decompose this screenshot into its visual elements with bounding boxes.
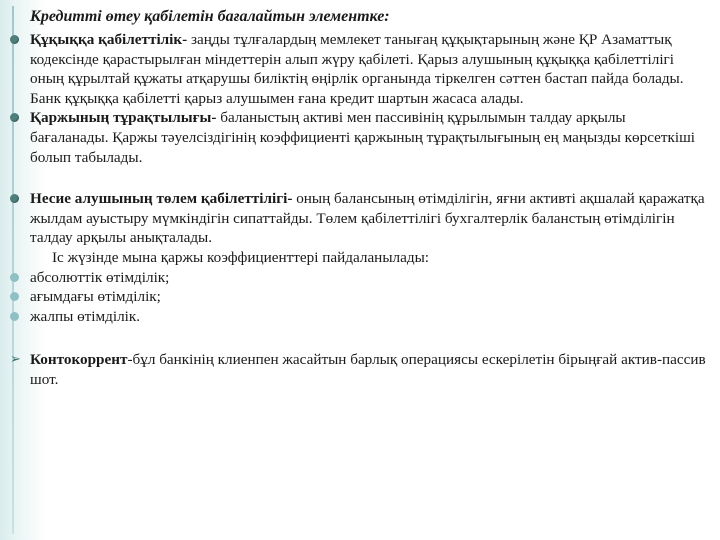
list-item-financial-stability xyxy=(10,108,706,167)
coefficient-label: абсолюттік өтімділік; xyxy=(30,268,170,286)
term-contocorrent: Контокоррент xyxy=(30,351,128,369)
text-solvency: оның балансының өтімділігін, яғни активті ақшалай қаражатқа жылдам ауыстыру мүмкіндігін сипаттайды. Төлем қабілеттілігі бухгалтерлік баланстың өтімділігін талдау арқылы анықталады. xyxy=(30,190,705,247)
coefficient-item xyxy=(10,287,706,307)
round-bullet-icon xyxy=(10,113,19,122)
slide-content xyxy=(10,4,706,390)
text-contocorrent: -бұл банкінің клиенпен жасайтын барлық операциясы ескерілетін бірыңғай актив-пассив шот. xyxy=(30,351,706,388)
arrow-bullet-icon: ➢ xyxy=(10,352,21,368)
round-bullet-icon xyxy=(10,273,19,282)
round-bullet-icon xyxy=(10,312,19,321)
coefficient-label: ағымдағы өтімділік; xyxy=(30,288,161,306)
list-item-solvency xyxy=(10,189,706,248)
term-solvency: Несие алушының төлем қабілеттілігі- xyxy=(30,190,293,208)
slide-title: Кредитті өтеу қабілетін бағалайтын элементке: xyxy=(30,8,390,25)
coefficient-label: жалпы өтімділік. xyxy=(30,307,141,325)
term-financial-stability: Қаржының тұрақтылығы- xyxy=(30,109,217,127)
list-item-legal-capacity xyxy=(10,30,706,108)
term-legal-capacity: Құқыққа қабілеттілік- xyxy=(30,31,188,48)
list-item-contocorrent xyxy=(10,350,706,389)
round-bullet-icon xyxy=(10,292,19,301)
coefficients-intro: Іс жүзінде мына қаржы коэффициенттері пайдаланылады: xyxy=(52,248,429,266)
round-bullet-icon xyxy=(10,194,19,203)
text-financial-stability: баланыстың активі мен пассивінің құрылымын талдау арқылы бағаланады. Қаржы тәуелсіздігінің коэффициенті қаржының тұрақтылығының ең маңызды көрсеткіші болып табылады. xyxy=(30,109,696,166)
text-legal-capacity: заңды тұлғалардың мемлекет танығаң құқықтарының және ҚР Азаматтық кодексінде қарастырылған міндеттерін алып жүру қабілеті. Қарыз алушының құқыққа қабілеттілігі оның құрылтай құжаты атқарушы биліктің өңірлік органында тіркелген сәттен бастап пайда болады. Банк құқыққа қабілетті қарыз алушымен ғана кредит шартын жасаса алады. xyxy=(30,31,684,107)
coefficient-item xyxy=(10,307,706,327)
round-bullet-icon xyxy=(10,35,19,44)
coefficient-item xyxy=(10,268,706,288)
